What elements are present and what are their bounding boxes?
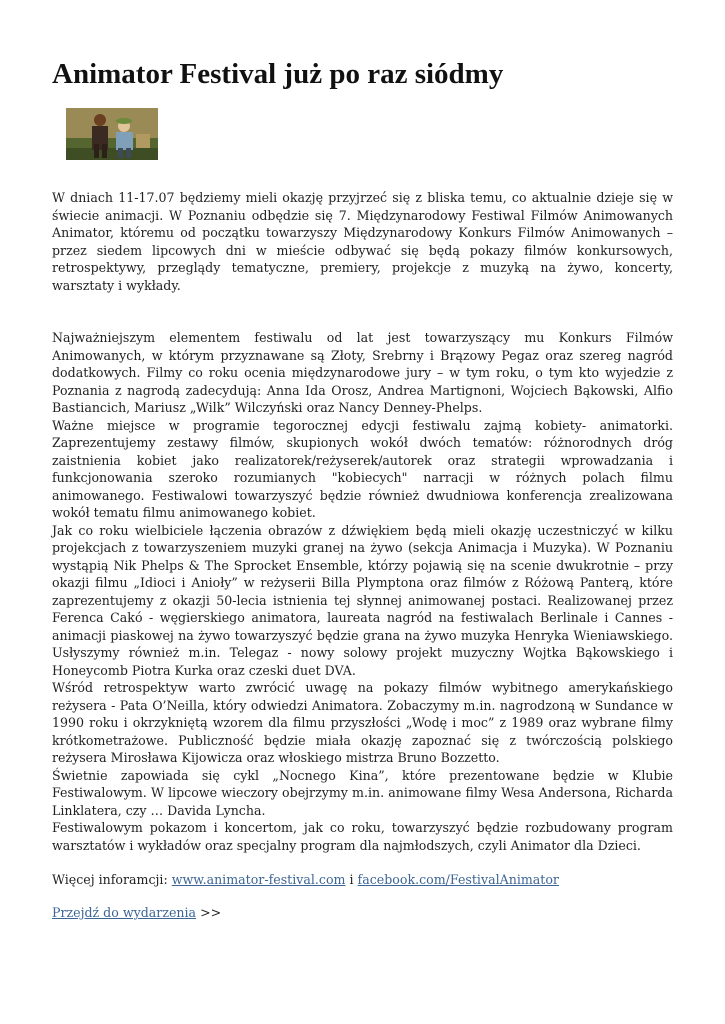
more-info-line (52, 871, 673, 889)
paragraph: Jak co roku wielbiciele łączenia obrazów z dźwiękiem będą mieli okazję uczestniczyć w kilku projekcjach z towarzyszeniem muzyki granej na żywo (sekcja Animacja i Muzyka). W Poznaniu wystąpią Nik Phelps & The Sprocket Ensemble, którzy pojawią się na scenie dwukrotnie – przy okazji filmu „Idioci i Anioły” w reżyserii Billa Plymptona oraz filmów z Różową Panterą, które zaprezentujemy z okazji 50-lecia istnienia tej słynnej animowanej postaci. Realizowanej przez Ferenca Cakó - węgierskiego animatora, laureata nagród na festiwalach Berlinale i Cannes - animacji piaskowej na żywo towarzyszyć będzie grana na żywo muzyka Henryka Wieniawskiego. Usłyszymy również m.in. Telegaz - nowy solowy projekt muzyczny Wojtka Bąkowskiego i Honeycomb Piotra Kurka oraz czeski duet DVA. (52, 522, 673, 678)
paragraph: Festiwalowym pokazom i koncertom, jak co roku, towarzyszyć będzie rozbudowany program warsztatów i wykładów oraz specjalny program dla najmłodszych, czyli Animator dla Dzieci. (52, 820, 673, 853)
paragraph: Wśród retrospektyw warto zwrócić uwagę na pokazy filmów wybitnego amerykańskiego reżysera - Pata O’Neilla, który odwiedzi Animatora. Zobaczymy m.in. nagrodzoną w Sundance w 1990 roku i okrzykniętą wzorem dla filmu przyszłości „Wodę i moc” z 1989 oraz wybrane filmy krótkometrażowe. Publiczność będzie miała okazję zapoznać się z twórczością polskiego reżysera Mirosława Kijowicza oraz włoskiego mistrza Bruno Bozzetto. (52, 680, 673, 765)
festival-website-link[interactable]: www.animator-festival.com (171, 872, 346, 887)
event-link-arrows: >> (200, 905, 222, 920)
thumbnail-illustration (66, 108, 158, 160)
link-separator: i (349, 872, 354, 887)
article-thumbnail-image (66, 108, 158, 160)
facebook-link[interactable]: facebook.com/FestivalAnimator (357, 872, 559, 887)
paragraph: Ważne miejsce w programie tegorocznej edycji festiwalu zajmą kobiety- animatorki. Zaprezentujemy zestawy filmów, skupionych wokół dwóch tematów: różnorodnych dróg zaistnienia kobiet jako realizatorek/reżyserek/autorek oraz strategii wprowadzania i funkcjonowania szeroko rozumianych "kobiecych" narracji w różnych polach filmu animowanego. Festiwalowi towarzyszyć będzie również dwudniowa konferencja zrealizowana wokół tematu filmu animowanego kobiet. (52, 417, 673, 520)
paragraph: Świetnie zapowiada się cykl „Nocnego Kina”, które prezentowane będzie w Klubie Festiwalowym. W lipcowe wieczory obejrzymy m.in. animowane filmy Wesa Andersona, Richarda Linklatera, czy … Davida Lyncha. (52, 767, 673, 818)
event-link-line (52, 904, 673, 922)
page-title: Animator Festival już po raz siódmy (52, 58, 504, 90)
paragraph: Najważniejszym elementem festiwalu od lat jest towarzyszący mu Konkurs Filmów Animowanych, w którym przyznawane są Złoty, Srebrny i Brązowy Pegaz oraz szereg nagród dodatkowych. Filmy co roku ocenia międzynarodowe jury – w tym roku, o tym kto wyjedzie z Poznania z nagrodą zadecydują: Anna Ida Orosz, Andrea Martignoni, Wojciech Bąkowski, Alfio Bastiancich, Mariusz „Wilk” Wilczyński oraz Nancy Denney-Phelps. (52, 330, 673, 415)
article-body (52, 189, 673, 854)
paragraph-intro: W dniach 11-17.07 będziemy mieli okazję przyjrzeć się z bliska temu, co aktualnie dzieje się w świecie animacji. W Poznaniu odbędzie się 7. Międzynarodowy Festiwal Filmów Animowanych Animator, któremu od początku towarzyszy Międzynarodowy Konkurs Filmów Animowanych – przez siedem lipcowych dni w mieście odbywać się będą pokazy filmów konkursowych, retrospektywy, przeglądy tematyczne, premiery, projekcje z muzyką na żywo, koncerty, warsztaty i wykłady. (52, 190, 673, 293)
more-info-label: Więcej inforamcji: (52, 872, 168, 887)
go-to-event-link[interactable]: Przejdź do wydarzenia (52, 905, 197, 920)
